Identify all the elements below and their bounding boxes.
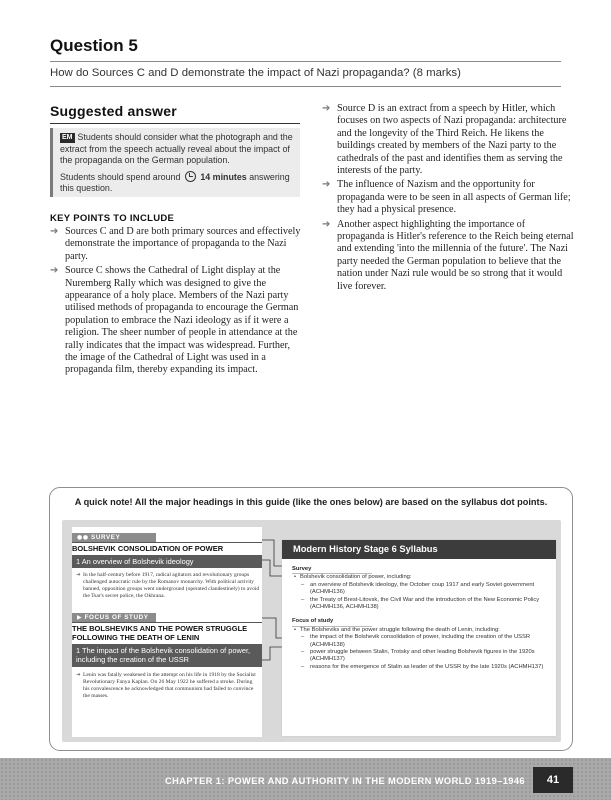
arrow-icon: ➔ bbox=[322, 103, 331, 114]
syllabus-card bbox=[282, 540, 556, 736]
bullet-text: Source D is an extract from a speech by Hitler, which focuses on two aspects of Nazi propaganda: architecture and the longevity of the Third Reich. He likens the buildings created by members of the Nazi party to the cathedrals of the past and identifies them as serving the interests of the party. bbox=[337, 103, 567, 177]
time-guidance bbox=[60, 171, 294, 195]
bullet-icon: • bbox=[294, 574, 297, 581]
list-item bbox=[50, 226, 302, 263]
time-duration: 14 minutes bbox=[200, 171, 247, 182]
syllabus-body bbox=[292, 566, 550, 671]
time-text-after: answering this question. bbox=[60, 171, 290, 193]
divider bbox=[72, 622, 262, 623]
binoculars-icon: ●● bbox=[77, 534, 89, 541]
list-item bbox=[292, 582, 550, 597]
bullet-text: Sources C and D are both primary sources and effectively demonstrate the importance of propaganda to the Nazi party. bbox=[65, 226, 301, 262]
suggested-answer-heading: Suggested answer bbox=[50, 103, 177, 119]
overview-connector bbox=[262, 560, 284, 576]
syllabus-subitem-text: the Treaty of Brest-Litovsk, the Civil War and the introduction of the New Economic Policy (ACHMH136, ACHMH138) bbox=[310, 596, 540, 611]
list-item bbox=[292, 664, 550, 671]
arrow-icon: ➔ bbox=[76, 572, 81, 578]
list-item bbox=[50, 265, 302, 377]
focus-tab bbox=[72, 613, 156, 622]
dash-icon: – bbox=[301, 663, 305, 670]
survey-tab bbox=[72, 533, 156, 542]
list-item bbox=[292, 649, 550, 664]
page-number: 41 bbox=[533, 767, 573, 793]
syllabus-focus-label: Focus of study bbox=[292, 618, 372, 626]
question-title: Question 5 bbox=[50, 36, 138, 55]
focus-paragraph bbox=[76, 672, 260, 700]
list-item bbox=[322, 103, 575, 177]
chapter-title: CHAPTER 1: POWER AND AUTHORITY IN THE MODERN WORLD 1919–1946 bbox=[165, 776, 525, 786]
clock-icon bbox=[185, 171, 196, 182]
arrow-icon: ➔ bbox=[76, 672, 81, 678]
focus-heading: THE BOLSHEVIKS AND THE POWER STRUGGLE FOLLOWING THE DEATH OF LENIN bbox=[72, 624, 248, 642]
focus-tab-label: FOCUS OF STUDY bbox=[84, 614, 149, 621]
em-text: Students should consider what the photograph and the extract from the speech actually reveal about the impact of the propaganda on the German population. bbox=[60, 132, 293, 165]
list-item bbox=[292, 627, 550, 634]
bullet-text: Another aspect highlighting the importance of propaganda is Hitler's reference to the Reich being eternal and extending 'into the millennia of the future'. The Nazi party needed the German population to believe that the nation under Nazi rule would be so strong that it would live forever. bbox=[337, 218, 574, 292]
list-item bbox=[322, 219, 575, 293]
question-text: How do Sources C and D demonstrate the impact of Nazi propaganda? (8 marks) bbox=[50, 67, 461, 79]
survey-tab-label: SURVEY bbox=[91, 534, 121, 541]
impact-connector bbox=[262, 647, 284, 660]
syllabus-subitem-text: the impact of the Bolshevik consolidation of power, including the creation of the USSR (ACHMH138) bbox=[310, 634, 531, 648]
divider bbox=[72, 542, 262, 543]
survey-subheading-bar: 1 An overview of Bolshevik ideology bbox=[72, 555, 262, 568]
survey-paragraph bbox=[76, 572, 260, 600]
survey-heading: BOLSHEVIK CONSOLIDATION OF POWER bbox=[72, 544, 224, 553]
syllabus-subitem-text: power struggle between Stalin, Trotsky and other leading Bolshevik figures in the 1920s (ACHMH137) bbox=[310, 649, 535, 663]
dash-icon: – bbox=[301, 581, 305, 588]
mini-page-excerpt bbox=[72, 527, 262, 737]
dash-icon: – bbox=[301, 649, 305, 656]
quick-note-box bbox=[49, 487, 573, 751]
left-bullet-list bbox=[50, 226, 302, 379]
focus-connector bbox=[262, 618, 284, 638]
list-item bbox=[292, 574, 550, 581]
list-item bbox=[292, 634, 550, 649]
divider bbox=[50, 61, 561, 62]
list-item bbox=[292, 597, 550, 612]
key-points-heading: KEY POINTS TO INCLUDE bbox=[50, 213, 175, 224]
dash-icon: – bbox=[301, 634, 305, 641]
right-bullet-list bbox=[322, 103, 575, 295]
em-badge: EM bbox=[62, 134, 73, 141]
divider bbox=[50, 86, 561, 87]
list-item bbox=[322, 179, 575, 216]
quick-note-heading: A quick note! All the major headings in this guide (like the ones below) are based on the syllabus dot points. bbox=[74, 497, 548, 507]
exam-tip-box bbox=[50, 128, 300, 197]
syllabus-subitem-text: an overview of Bolshevik ideology, the October coup 1917 and early Soviet government (ACHMH136) bbox=[310, 581, 535, 596]
syllabus-title: Modern History Stage 6 Syllabus bbox=[282, 540, 556, 559]
syllabus-item-text: Bolshevik consolidation of power, including: bbox=[300, 574, 412, 581]
bullet-text: Source C shows the Cathedral of Light display at the Nuremberg Rally which was designed to give the appearance of a holy place. Members of the Nazi party utilised methods of propaganda to encourage the German population to embrace the Nazi ideology as if it were a religion. The sheer number of people in attendance at the rally indicates that the impact was widespread. Further, the image of the Cathedral of Light was used in a propaganda film, thereby expanding its impact. bbox=[65, 265, 299, 376]
survey-paragraph-text: In the half-century before 1917, radical agitators and revolutionary groups challenged autocratic rule by the Romanov monarchy. With political activity banned, opposition groups went underground (operated clandestinely) to avoid the Tsar's secret police, the Okhrana. bbox=[83, 572, 260, 599]
bullet-text: The influence of Nazism and the opportunity for propaganda were to be seen in all aspects of German life; they had a physical presence. bbox=[337, 179, 571, 216]
syllabus-item-text: The Bolsheviks and the power struggle following the death of Lenin, including: bbox=[300, 626, 500, 633]
arrow-icon: ➔ bbox=[50, 226, 59, 237]
page-footer bbox=[0, 758, 611, 800]
arrow-icon: ➔ bbox=[50, 265, 59, 277]
syllabus-subitem-text: reasons for the emergence of Stalin as leader of the USSR by the late 1920s (ACHMH137) bbox=[310, 663, 544, 670]
example-panel bbox=[62, 520, 561, 742]
bullet-icon: • bbox=[294, 626, 297, 633]
survey-connector bbox=[262, 540, 284, 566]
arrow-icon: ➔ bbox=[322, 218, 331, 230]
focus-paragraph-text: Lenin was fatally weakened in the attempt on his life in 1918 by the Socialist Revolutionary Fanya Kaplan. On 26 May 1922 he suffered a stroke. During his convalescence he acknowledged that communism had failed to convince the masses. bbox=[83, 672, 256, 699]
syllabus-survey-label: Survey bbox=[292, 566, 372, 574]
dash-icon: – bbox=[301, 596, 305, 603]
time-text-before: Students should spend around bbox=[60, 171, 181, 182]
focus-subheading-bar: 1 The impact of the Bolshevik consolidation of power, including the creation of the USSR bbox=[72, 644, 262, 667]
divider bbox=[50, 123, 300, 124]
play-icon: ▶ bbox=[77, 614, 83, 621]
arrow-icon: ➔ bbox=[322, 179, 331, 191]
